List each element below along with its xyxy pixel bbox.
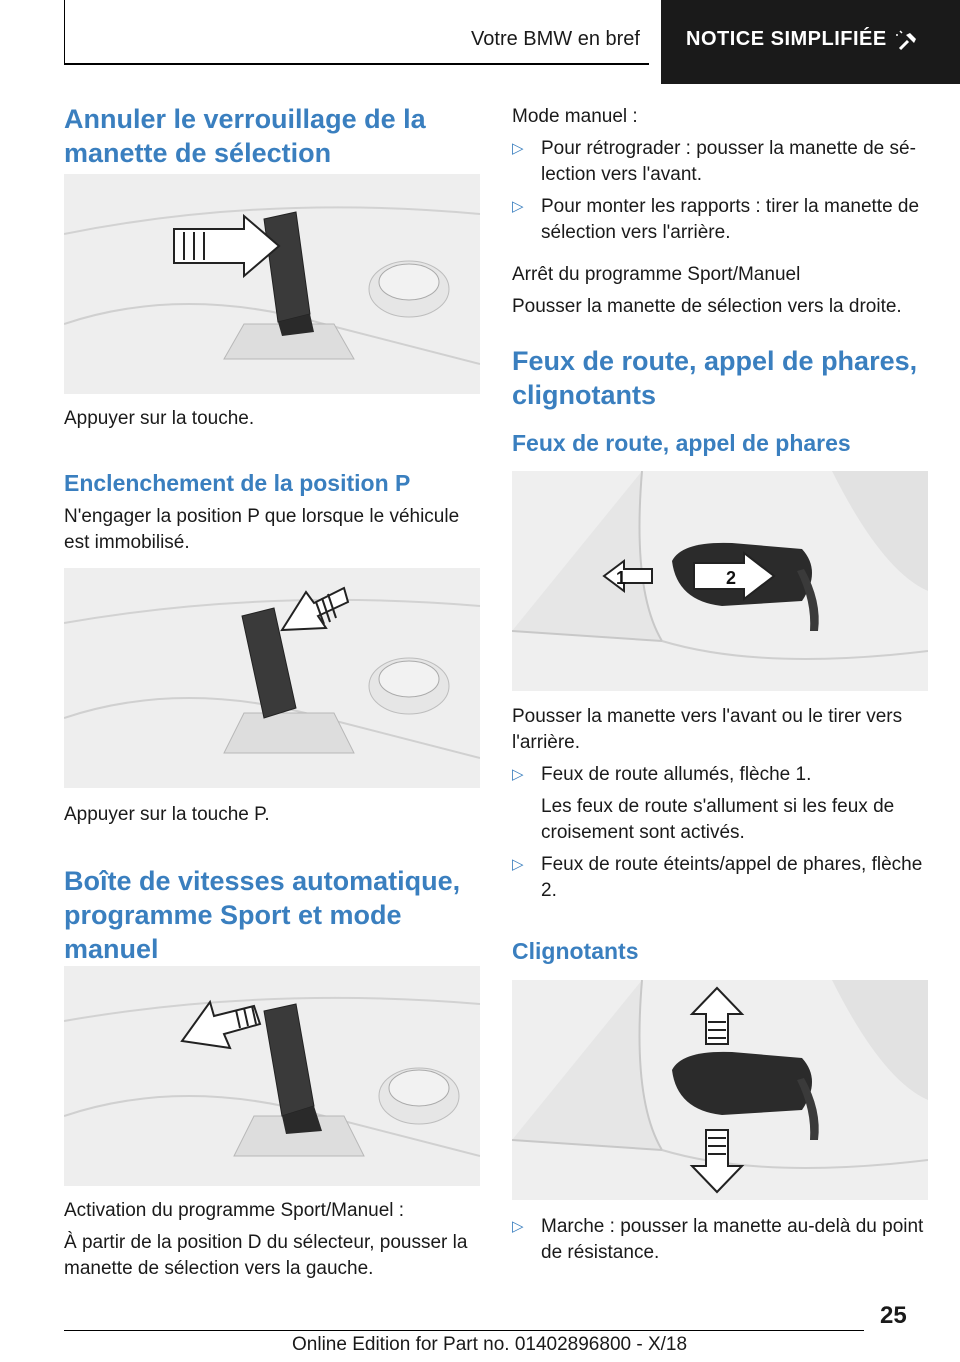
footer-edition: Online Edition for Part no. 01402896800 - X/18 <box>292 1334 688 1355</box>
header-tab-label[interactable]: NOTICE SIMPLIFIÉE <box>686 28 887 50</box>
heading-lights: Feux de route, appel de phares, clignotants <box>512 346 918 410</box>
heading-automatic-transmission: Boîte de vitesses automatique, programme Sport et mode manuel <box>64 866 461 964</box>
manual-mode-label: Mode manuel : <box>512 106 638 127</box>
bullet-triangle-icon: ▷ <box>512 198 524 215</box>
heading-engage-p: Enclenchement de la position P <box>64 470 411 496</box>
list-item: ▷ Pour monter les rapports : tirer la manette de sélection vers l'arrière. <box>512 196 920 243</box>
header-section-title: Votre BMW en bref <box>471 28 640 50</box>
stop-sport-instruction: Pousser la manette de sélection vers la droite. <box>512 296 902 317</box>
bullet-triangle-icon: ▷ <box>512 856 524 873</box>
list-item: ▷ Feux de route allumés, flèche 1. <box>512 762 928 788</box>
figure-selector-unlock <box>64 174 480 394</box>
bullet-triangle-icon: ▷ <box>512 766 524 783</box>
heading-unlock-selector: Annuler le verrouillage de la manette de sélection <box>64 104 426 168</box>
caption-unlock: Appuyer sur la touche. <box>64 408 255 429</box>
bullet-triangle-icon: ▷ <box>512 1218 524 1235</box>
caption-sport-manual: Activation du programme Sport/Manuel : <box>64 1200 405 1221</box>
figure-turn-signals <box>512 980 928 1200</box>
heading-turn-signals: Clignotants <box>512 938 639 964</box>
list-item: ▷ Feux de route éteints/appel de phares, flèche 2. <box>512 854 923 901</box>
figure-sport-manual <box>64 966 480 1186</box>
bullet-triangle-icon: ▷ <box>512 140 524 157</box>
high-beam-note: Les feux de route s'allument si les feux de croisement sont activés. <box>541 796 895 843</box>
figure-high-beam <box>512 471 928 691</box>
stop-sport-label: Arrêt du programme Sport/Manuel <box>512 264 801 285</box>
header-rule <box>64 63 649 65</box>
arrow-2-label: 2 <box>726 568 737 588</box>
figure-engage-p <box>64 568 480 788</box>
park-instruction: N'engager la position P que lorsque le véhicule est immobilisé. <box>64 506 460 553</box>
caption-engage-p: Appuyer sur la touche P. <box>64 804 270 825</box>
page-number: 25 <box>880 1302 907 1329</box>
quick-reference-icon <box>896 29 920 53</box>
list-item: ▷ Pour rétrograder : pousser la manette de sélection vers l'avant. <box>512 138 916 185</box>
sport-manual-instruction: À partir de la position D du sélecteur, pousser la manette de sélection vers la gauche. <box>64 1232 468 1279</box>
heading-high-beam: Feux de route, appel de phares <box>512 430 851 456</box>
high-beam-instruction: Pousser la manette vers l'avant ou le tirer vers l'arrière. <box>512 706 903 753</box>
header-rule-vertical <box>64 0 65 64</box>
list-item: ▷ Marche : pousser la manette au-delà du point de résistance. <box>512 1216 924 1263</box>
footer-rule <box>64 1330 864 1331</box>
arrow-1-label: 1 <box>616 568 627 588</box>
